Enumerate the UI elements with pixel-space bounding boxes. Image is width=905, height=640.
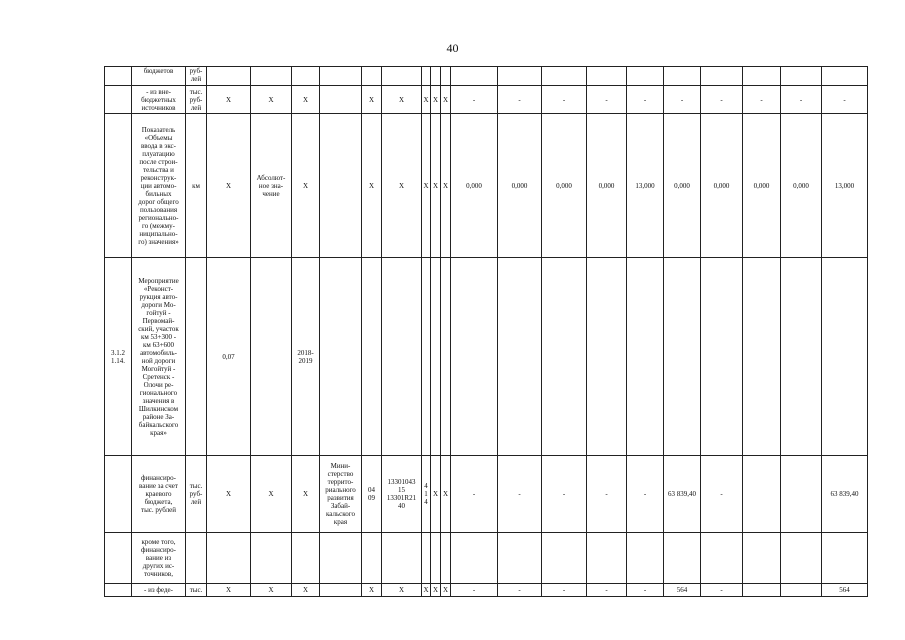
cell: 13301043 15 13301R21 40 [382, 456, 422, 533]
year-value: - [701, 456, 743, 533]
cell: X [431, 86, 441, 114]
year-value: - [542, 456, 587, 533]
year-value: - [627, 584, 664, 597]
cell: X [292, 456, 320, 533]
year-value: 0,000 [701, 114, 743, 258]
year-value: 0,000 [498, 114, 542, 258]
row-unit: тыс. руб- лей [186, 86, 207, 114]
total-value: 63 839,40 [822, 456, 868, 533]
year-value: - [498, 456, 542, 533]
row-unit: тыс. руб- лей [186, 456, 207, 533]
year-value: - [781, 86, 822, 114]
year-value: - [587, 584, 627, 597]
row-name: Показатель «Объемы ввода в экс- плуатацию после строи- тельства и реконструк- ции автомо- бильных дорог общего пользования регионально- го (межму- ниципально- го) значения» [132, 114, 186, 258]
cell: X [382, 584, 422, 597]
cell: X [292, 86, 320, 114]
year-value: 0,000 [743, 114, 781, 258]
cell: X [422, 114, 431, 258]
cell: X [207, 86, 251, 114]
row-budget [105, 67, 868, 86]
year-value: - [542, 86, 587, 114]
year-value: - [587, 456, 627, 533]
row-name: - из вне- бюджетных источников [132, 86, 186, 114]
cell: X [382, 86, 422, 114]
row-name: - из феде- [132, 584, 186, 597]
year-value: 0,000 [542, 114, 587, 258]
row-event [105, 258, 868, 456]
cell: X [382, 114, 422, 258]
row-name: Мероприятие «Реконст- рукция авто- дороги Мо- гойтуй - Первомай- ский, участок км 53+300 - км 63+600 автомобиль- ной дороги Могойтуй - Сретенск - Олочи ре- гионального значения в Шилкинском районе За- байкальского края» [132, 258, 186, 456]
row-nonbudget [105, 86, 868, 114]
year-value: 0,000 [664, 114, 701, 258]
program-table [104, 66, 868, 597]
cell: X [207, 114, 251, 258]
cell: 4 1 4 [422, 456, 431, 533]
year-value: 63 839,40 [664, 456, 701, 533]
year-value: 0,000 [587, 114, 627, 258]
cell: X [431, 456, 441, 533]
cell: X [422, 86, 431, 114]
year-value: 0,000 [451, 114, 498, 258]
cell: X [251, 86, 292, 114]
year-value: - [451, 86, 498, 114]
year-value: - [498, 584, 542, 597]
cell: X [422, 584, 431, 597]
cell: X [362, 86, 382, 114]
year-value: - [587, 86, 627, 114]
total-value: 13,000 [822, 114, 868, 258]
year-value: - [451, 456, 498, 533]
page-number: 40 [446, 41, 459, 55]
cell: 0,07 [207, 258, 251, 456]
year-value [743, 584, 781, 597]
cell: X [441, 584, 451, 597]
cell: X [207, 456, 251, 533]
row-unit: тыс. [186, 584, 207, 597]
year-value [781, 584, 822, 597]
cell: 2018- 2019 [292, 258, 320, 456]
cell: X [431, 114, 441, 258]
year-value [743, 456, 781, 533]
year-value: 0,000 [781, 114, 822, 258]
row-unit: руб- лей [186, 67, 207, 86]
cell: 04 09 [362, 456, 382, 533]
cell: X [251, 456, 292, 533]
row-number: 3.1.2 1.14. [105, 258, 132, 456]
cell: X [292, 584, 320, 597]
cell: X [441, 456, 451, 533]
row-name: финансиро- вание за счет краевого бюджета, тыс. рублей [132, 456, 186, 533]
cell: X [362, 114, 382, 258]
year-value: - [451, 584, 498, 597]
total-value: - [822, 86, 868, 114]
year-value: - [627, 456, 664, 533]
year-value: 564 [664, 584, 701, 597]
year-value: - [743, 86, 781, 114]
row-federal [105, 584, 868, 597]
year-value: - [701, 584, 743, 597]
row-financing [105, 456, 868, 533]
cell: X [441, 114, 451, 258]
responsible-executor: Мини- стерство террито- риального развития Забай- кальского края [320, 456, 362, 533]
cell: X [362, 584, 382, 597]
year-value: - [627, 86, 664, 114]
row-name: бюджетов [132, 67, 186, 86]
cell: X [207, 584, 251, 597]
row-indicator [105, 114, 868, 258]
cell: X [441, 86, 451, 114]
year-value [781, 456, 822, 533]
year-value: - [664, 86, 701, 114]
cell: X [292, 114, 320, 258]
year-value: - [701, 86, 743, 114]
row-name: кроме того, финансиро- вание из других ис- точников, [132, 533, 186, 584]
row-unit: км [186, 114, 207, 258]
total-value: 564 [822, 584, 868, 597]
year-value: - [542, 584, 587, 597]
row-besides [105, 533, 868, 584]
year-value: 13,000 [627, 114, 664, 258]
cell: X [431, 584, 441, 597]
cell: Абсолют- ное зна- чение [251, 114, 292, 258]
cell: X [251, 584, 292, 597]
year-value: - [498, 86, 542, 114]
